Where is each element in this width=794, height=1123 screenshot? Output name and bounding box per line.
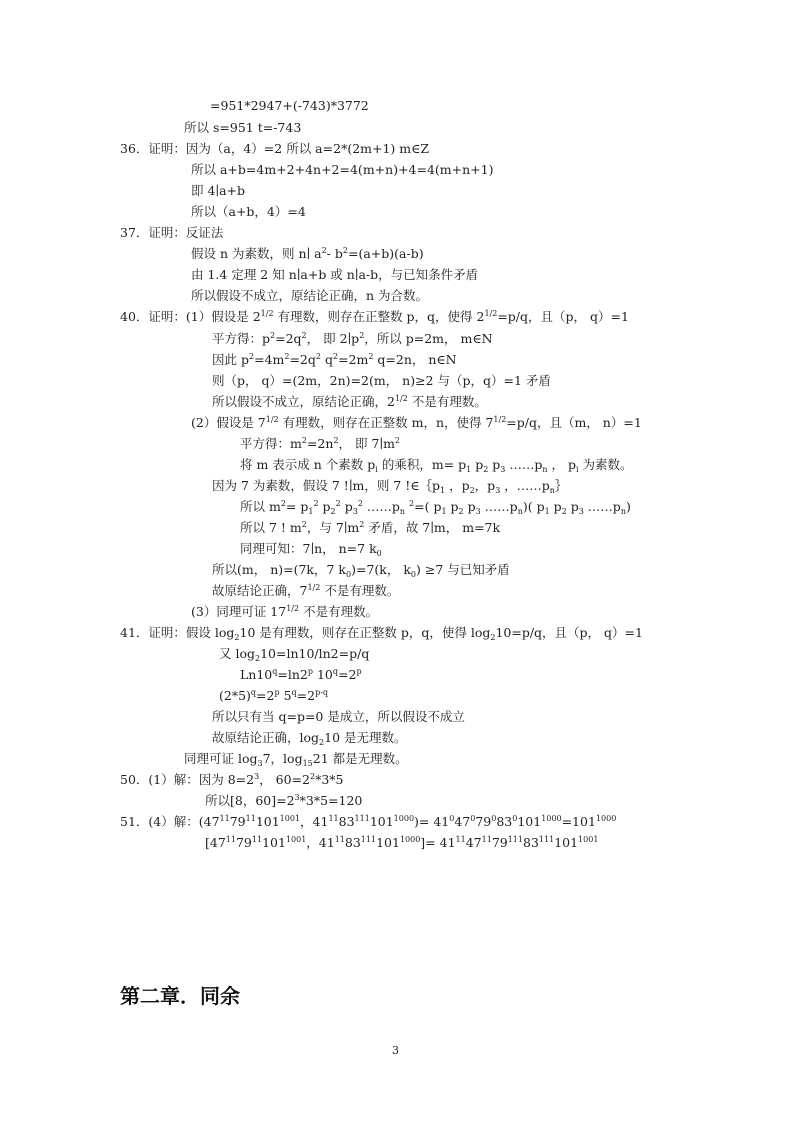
superscript: q — [291, 688, 297, 697]
text-run: =101 — [561, 814, 596, 829]
text-line — [205, 835, 598, 851]
text-run: 10 是无理数。 — [324, 730, 407, 745]
superscript: 2 — [315, 352, 321, 361]
text-run: 所以 s=951 t=-743 — [184, 120, 302, 135]
superscript: 2 — [301, 520, 307, 529]
text-run: 47 — [465, 835, 482, 850]
superscript: 1/2 — [394, 394, 408, 403]
text-run: 101 — [255, 814, 280, 829]
subscript: 0 — [346, 570, 352, 579]
text-run: 又 log — [219, 646, 255, 661]
superscript: p — [356, 667, 362, 676]
text-line — [212, 709, 465, 725]
text-run: 83 — [344, 835, 361, 850]
subscript: 2 — [234, 633, 240, 642]
text-run: 故原结论正确，log — [212, 730, 320, 745]
text-run: 所以[8，60]=2 — [205, 793, 295, 808]
superscript: 2 — [342, 246, 348, 255]
superscript: 0 — [470, 814, 476, 823]
text-run: =2m — [338, 352, 369, 367]
text-line — [212, 730, 407, 746]
subscript: 2 — [490, 633, 496, 642]
superscript: 111 — [507, 835, 523, 844]
superscript: 2 — [409, 499, 415, 508]
text-run: 7，log — [262, 751, 303, 766]
text-run: 5 — [279, 688, 292, 703]
superscript: 2 — [359, 331, 365, 340]
superscript: 2 — [313, 499, 319, 508]
text-run: =2 — [256, 688, 275, 703]
text-run: 平方得：p — [212, 331, 271, 346]
text-run: ，p — [474, 478, 496, 493]
text-run: p — [471, 457, 484, 472]
superscript: 2 — [284, 352, 290, 361]
chapter-heading: 第二章．同余 — [120, 984, 240, 1008]
text-run: - b — [326, 246, 343, 261]
text-run: 36．证明：因为（a，4）=2 所以 a=2*(2m+1) m∈Z — [120, 141, 430, 156]
superscript: 2 — [248, 352, 255, 361]
text-run: (2*5) — [219, 688, 251, 703]
text-run: 83 — [496, 814, 513, 829]
subscript: 3 — [257, 759, 263, 768]
superscript: 2 — [270, 331, 276, 340]
text-run: q=2n， n∈N — [373, 352, 457, 367]
superscript: 11 — [225, 835, 236, 844]
text-line — [184, 751, 408, 767]
text-run: 79 — [491, 835, 508, 850]
superscript: 2 — [321, 246, 327, 255]
text-run: ，所以 p=2m， m∈N — [364, 331, 493, 346]
text-run: ， 60=2 — [259, 772, 310, 787]
text-line — [120, 309, 629, 325]
subscript: 1 — [441, 507, 447, 516]
superscript: q — [272, 667, 278, 676]
text-line — [191, 288, 428, 304]
text-run: 83 — [523, 835, 539, 850]
text-line — [120, 625, 643, 641]
text-run: Ln10 — [240, 667, 273, 682]
text-run: 所以 a+b=4m+2+4n+2=4(m+n)+4=4(m+n+1) — [191, 162, 494, 177]
text-run: 所以假设不成立，原结论正确，2 — [212, 394, 395, 409]
superscript: q — [332, 667, 339, 676]
text-run: 40．证明：(1）假设是 2 — [120, 309, 261, 324]
superscript: 11 — [251, 835, 263, 844]
text-line — [191, 162, 493, 178]
text-run: 因为 7 为素数，假设 7 !∣m，则 7 !∈｛p — [212, 478, 440, 493]
text-run: ]= 41 — [420, 835, 456, 850]
superscript: 2 — [335, 499, 341, 508]
text-run: ……p — [480, 499, 518, 514]
text-line — [191, 246, 424, 262]
text-run: = p — [285, 499, 309, 514]
text-run: 同理可证 log — [184, 751, 258, 766]
text-run: 所以（a+b，4）=4 — [191, 204, 306, 219]
subscript: 3 — [495, 486, 501, 495]
subscript: n — [542, 465, 548, 474]
superscript: 2 — [301, 436, 307, 445]
text-run: 故原结论正确，7 — [212, 583, 308, 598]
text-run: 即 4∣a+b — [191, 183, 245, 198]
text-run: )=7(k， k — [351, 562, 411, 577]
text-run: =(a+b)(a-b) — [347, 246, 424, 261]
text-line — [120, 814, 616, 830]
subscript: n — [517, 507, 523, 516]
text-run: 41．证明：假设 log — [120, 625, 235, 640]
text-run: 为素数。 — [578, 457, 633, 472]
superscript: 111 — [354, 814, 370, 823]
text-run: [47 — [205, 835, 226, 850]
subscript: n — [549, 486, 555, 495]
text-run: 因此 p — [212, 352, 249, 367]
text-run: 所以 m — [240, 499, 281, 514]
superscript: 111 — [538, 835, 555, 844]
text-run: ……p — [362, 499, 400, 514]
text-line — [191, 204, 306, 220]
text-line — [212, 394, 487, 410]
subscript: 1 — [440, 486, 446, 495]
text-line — [240, 499, 631, 515]
text-run: p — [446, 499, 459, 514]
superscript: 11 — [219, 814, 230, 823]
superscript: p — [274, 688, 280, 697]
superscript: 3 — [294, 793, 300, 802]
text-run: 矛盾，故 7∣m， m=7k — [364, 520, 501, 535]
text-run: 所以只有当 q=p=0 是成立，所以假设不成立 — [212, 709, 465, 724]
text-line — [120, 141, 429, 157]
text-line — [212, 331, 493, 347]
superscript: 3 — [254, 772, 260, 781]
text-run: 不是有理数。 — [407, 394, 487, 409]
text-run: ，与 7∣m — [306, 520, 360, 535]
superscript: 0 — [512, 814, 518, 823]
text-run: 79 — [229, 814, 246, 829]
text-run: p — [340, 499, 353, 514]
text-run: ｝ — [554, 478, 568, 493]
subscript: 1 — [466, 465, 472, 474]
superscript: 1001 — [285, 835, 307, 844]
superscript: 0 — [491, 814, 497, 823]
superscript: 1000 — [399, 835, 421, 844]
text-run: 有理数，则存在正整数 m，n，使得 7 — [278, 415, 494, 430]
superscript: 111 — [360, 835, 377, 844]
subscript: i — [375, 465, 378, 474]
text-run: 51．(4）解：(47 — [120, 814, 220, 829]
subscript: 3 — [500, 465, 506, 474]
text-run: =951*2947+(-743)*3772 — [210, 98, 369, 113]
superscript: 2 — [394, 436, 401, 445]
text-run: ) ≥7 与已知矛盾 — [416, 562, 510, 577]
superscript: 2 — [332, 352, 339, 361]
text-run: =ln2 — [277, 667, 308, 682]
superscript: 2 — [357, 499, 363, 508]
text-run: =p/q，且（m， n）=1 — [506, 415, 642, 430]
text-run: ， p — [547, 457, 576, 472]
text-run: ，……p — [500, 478, 550, 493]
text-line — [219, 646, 369, 662]
subscript: 2 — [255, 654, 261, 663]
text-run: 有理数，则存在正整数 p，q，使得 2 — [273, 309, 485, 324]
subscript: i — [575, 465, 579, 474]
superscript: 1/2 — [286, 604, 300, 613]
superscript: 1000 — [393, 814, 415, 823]
text-line — [219, 688, 328, 704]
text-run: ， 即 2∣p — [306, 331, 360, 346]
text-run: p — [318, 499, 331, 514]
text-run: 假设 n 为素数，则 n∣ a — [191, 246, 322, 261]
text-line — [212, 352, 457, 368]
text-run: 83 — [338, 814, 355, 829]
text-run: p — [488, 457, 501, 472]
text-line — [191, 604, 378, 620]
text-run: 79 — [475, 814, 492, 829]
text-run: *3*5 — [315, 772, 344, 787]
superscript: 1000 — [541, 814, 562, 823]
text-run: 101 — [262, 835, 286, 850]
text-run: 由 1.4 定理 2 知 n∣a+b 或 n∣a-b，与已知条件矛盾 — [191, 267, 479, 282]
subscript: 3 — [578, 507, 584, 516]
text-run: ，41 — [300, 814, 329, 829]
text-run: ， 即 7∣m — [338, 436, 395, 451]
subscript: 15 — [302, 759, 313, 768]
text-run: (3）同理可证 17 — [191, 604, 287, 619]
text-run: 101 — [376, 835, 400, 850]
text-line — [240, 667, 362, 683]
superscript: 11 — [455, 835, 466, 844]
superscript: 11 — [334, 835, 345, 844]
text-run: 10 — [313, 667, 333, 682]
subscript: 3 — [475, 507, 481, 516]
text-line — [212, 478, 567, 494]
text-run: (2）假设是 7 — [191, 415, 266, 430]
text-run: 所以假设不成立，原结论正确，n 为合数。 — [191, 288, 429, 303]
text-run: 平方得：m — [240, 436, 302, 451]
text-run: p — [549, 499, 562, 514]
text-run: 37．证明：反证法 — [120, 225, 224, 240]
text-run: p — [566, 499, 579, 514]
text-line — [120, 225, 223, 241]
subscript: 1 — [308, 507, 314, 516]
superscript: 11 — [328, 814, 339, 823]
superscript: 0 — [449, 814, 455, 823]
text-run: 10=p/q，且（p， q）=1 — [495, 625, 643, 640]
text-line — [240, 436, 400, 452]
text-line — [191, 183, 245, 199]
text-run: =4m — [254, 352, 285, 367]
superscript: 1/2 — [484, 309, 498, 318]
text-line — [191, 415, 642, 431]
superscript: 2 — [333, 436, 339, 445]
text-run: ) — [625, 499, 631, 514]
subscript: n — [399, 507, 406, 516]
text-line — [184, 120, 301, 136]
text-run: 101 — [517, 814, 542, 829]
text-run: =p/q，且（p， q）=1 — [497, 309, 629, 324]
text-run: 的乘积，m= p — [377, 457, 467, 472]
text-run: 79 — [235, 835, 252, 850]
text-run: =( p — [414, 499, 442, 514]
text-line — [240, 520, 500, 536]
text-run: 101 — [369, 814, 394, 829]
subscript: 2 — [561, 507, 567, 516]
text-run: 同理可知：7∣n， n=7 k — [240, 541, 377, 556]
text-run: ，p — [445, 478, 470, 493]
text-run: =2q — [289, 352, 316, 367]
text-run: 不是有理数。 — [320, 583, 400, 598]
text-run: )( p — [522, 499, 545, 514]
superscript: 2 — [359, 520, 365, 529]
subscript: 3 — [352, 507, 358, 516]
text-run: =2q — [275, 331, 302, 346]
text-line — [212, 373, 551, 389]
text-run: 10 是有理数，则存在正整数 p，q，使得 log — [239, 625, 491, 640]
text-line — [191, 267, 478, 283]
superscript: 1/2 — [493, 415, 507, 424]
text-run: p — [463, 499, 476, 514]
subscript: 2 — [330, 507, 336, 516]
text-run: *3*5=120 — [299, 793, 363, 808]
superscript: 1/2 — [265, 415, 279, 424]
superscript: 1001 — [279, 814, 301, 823]
text-run: =2n — [306, 436, 334, 451]
text-run: )= 41 — [414, 814, 450, 829]
superscript: p — [307, 667, 313, 676]
superscript: p-q — [315, 688, 329, 697]
superscript: 1/2 — [260, 309, 274, 318]
text-run: 10=ln10/ln2=p/q — [260, 646, 370, 661]
subscript: 1 — [544, 507, 550, 516]
subscript: 2 — [483, 465, 489, 474]
text-line — [240, 541, 382, 557]
text-run: 47 — [454, 814, 471, 829]
superscript: 1/2 — [307, 583, 321, 592]
text-run: q — [320, 352, 333, 367]
superscript: 2 — [310, 772, 316, 781]
text-run: 50．(1）解：因为 8=2 — [120, 772, 255, 787]
subscript: 2 — [469, 486, 475, 495]
text-run: 101 — [554, 835, 579, 850]
text-run: ……p — [505, 457, 543, 472]
text-run: 将 m 表示成 n 个素数 p — [240, 457, 376, 472]
text-run: 所以 7 ! m — [240, 520, 302, 535]
text-run: 则（p， q）=(2m，2n)=2(m， n)≥2 与（p，q）=1 矛盾 — [212, 373, 551, 388]
superscript: 11 — [245, 814, 256, 823]
superscript: 1001 — [578, 835, 599, 844]
text-run: =2 — [296, 688, 316, 703]
superscript: 2 — [301, 331, 307, 340]
subscript: 2 — [458, 507, 464, 516]
superscript: 2 — [368, 352, 374, 361]
text-run: 不是有理数。 — [299, 604, 379, 619]
subscript: 0 — [410, 570, 417, 579]
text-run: 21 都是无理数。 — [312, 751, 408, 766]
superscript: 11 — [481, 835, 492, 844]
text-run: =2 — [338, 667, 357, 682]
subscript: n — [620, 507, 626, 516]
subscript: 0 — [376, 549, 382, 558]
text-line — [210, 98, 369, 114]
subscript: 2 — [319, 738, 325, 747]
text-line — [240, 457, 633, 473]
text-run: ……p — [583, 499, 621, 514]
text-run: 所以(m， n)=(7k，7 k — [212, 562, 347, 577]
page-number: 3 — [392, 1044, 399, 1057]
text-line — [120, 772, 344, 788]
superscript: 2 — [280, 499, 286, 508]
text-line — [212, 583, 399, 599]
text-run: ，41 — [306, 835, 335, 850]
text-line — [212, 562, 510, 578]
superscript: 1000 — [595, 814, 617, 823]
text-line — [205, 793, 362, 809]
superscript: q — [250, 688, 257, 697]
